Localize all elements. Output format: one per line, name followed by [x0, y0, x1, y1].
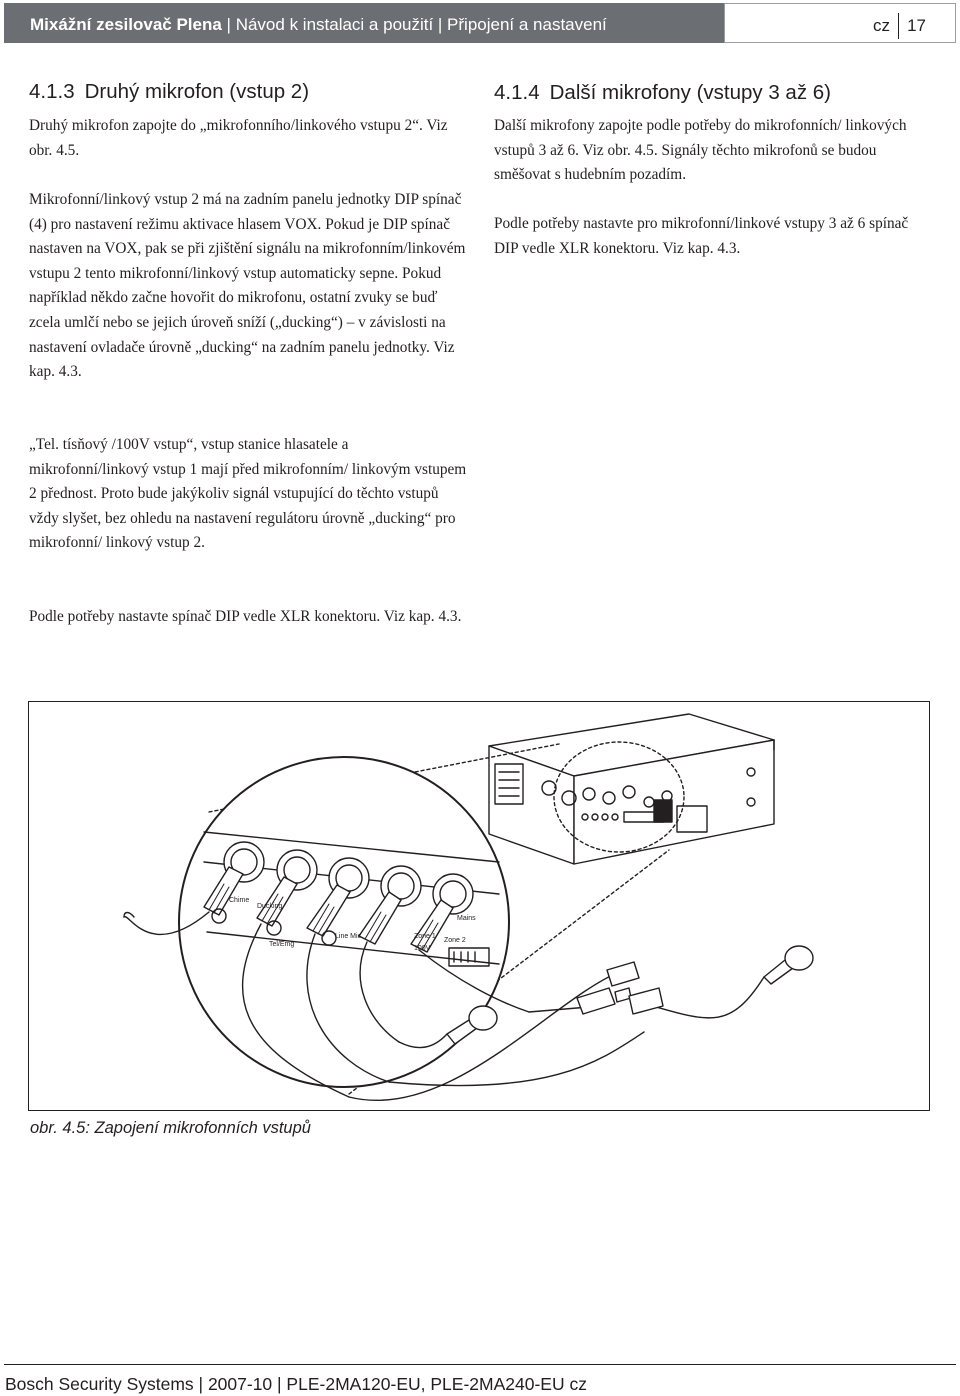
header-divider [898, 13, 899, 39]
amplifier-unit-icon [489, 714, 774, 864]
heading-text: Druhý mikrofon (vstup 2) [84, 80, 310, 103]
paragraph: „Tel. tísňový /100V vstup“, vstup stanice hlasatele a mikrofonní/linkový vstup 1 mají před mikrofonním/ linkovým vstupem 2 přednost. Proto bude jakýkoliv signál vstupující do těchto vstupů vždy slyšet, bez ohledu na nastavení regulátoru úrovně „ducking“ pro mikrofonní/ linkový vstup 2. [29, 436, 467, 552]
panel-label-chime: Chime [229, 897, 250, 904]
footer-divider [4, 1364, 956, 1365]
header-separator: | [226, 15, 231, 34]
panel-label-mains: Mains [457, 915, 476, 922]
figure-caption: obr. 4.5: Zapojení mikrofonních vstupů [30, 1119, 311, 1137]
header-page-box [724, 3, 956, 43]
paragraph: Druhý mikrofon zapojte do „mikrofonního/linkového vstupu 2“. Viz obr. 4.5. [29, 117, 448, 159]
panel-label-zone2: Zone 2 [444, 937, 466, 944]
panel-label-line-mic: Line Mic [335, 933, 362, 940]
section-heading-4-1-3 [29, 80, 309, 104]
figure-illustration [28, 701, 930, 1111]
footer-text: Bosch Security Systems | 2007-10 | PLE-2MA120-EU, PLE-2MA240-EU cz [5, 1374, 587, 1394]
paragraph: Podle potřeby nastavte spínač DIP vedle XLR konektoru. Viz kap. 4.3. [29, 608, 462, 625]
heading-text: Další mikrofony (vstupy 3 až 6) [549, 81, 832, 104]
heading-number: 4.1.4 [494, 81, 540, 104]
header-bar [4, 3, 724, 43]
amplifier-wiring-drawing [29, 702, 930, 1111]
panel-label-100v: 100V [414, 945, 431, 952]
page-number: 17 [907, 16, 926, 35]
header-product: Mixážní zesilovač Plena [30, 15, 222, 34]
panel-label-zone1: Zone 1 [414, 933, 436, 940]
panel-label-ducking: Ducking [257, 903, 283, 910]
header-section: Návod k instalaci a použití | Připojení a nastavení [235, 15, 607, 34]
panel-label-telemg: Tel/Emg [269, 941, 295, 948]
section-heading-4-1-4 [494, 81, 831, 105]
paragraph: Podle potřeby nastavte pro mikrofonní/linkové vstupy 3 až 6 spínač DIP vedle XLR konektoru. Viz kap. 4.3. [494, 215, 909, 257]
paragraph: Další mikrofony zapojte podle potřeby do mikrofonních/ linkových vstupů 3 až 6. Viz obr. 4.5. Signály těchto mikrofonů se budou směšovat s hudebním pozadím. [494, 117, 907, 184]
header-title [30, 15, 607, 35]
heading-number: 4.1.3 [29, 80, 75, 103]
paragraph: Mikrofonní/linkový vstup 2 má na zadním panelu jednotky DIP spínač (4) pro nastavení režimu aktivace hlasem VOX. Pokud je DIP spínač nastaven na VOX, pak se při zjištění signálu na mikrofonním/linkovém vstupu 2 tento mikrofonní/linkový vstup automaticky sepne. Pokud například někdo začne hovořit do mikrofonu, ostatní zvuky se buď zcela umlčí nebo se jejich úroveň sníží („ducking“) – v závislosti na nastavení ovladače úrovně „ducking“ na zadním panelu jednotky. Viz kap. 4.3. [29, 191, 466, 381]
header-language: cz [873, 16, 890, 35]
